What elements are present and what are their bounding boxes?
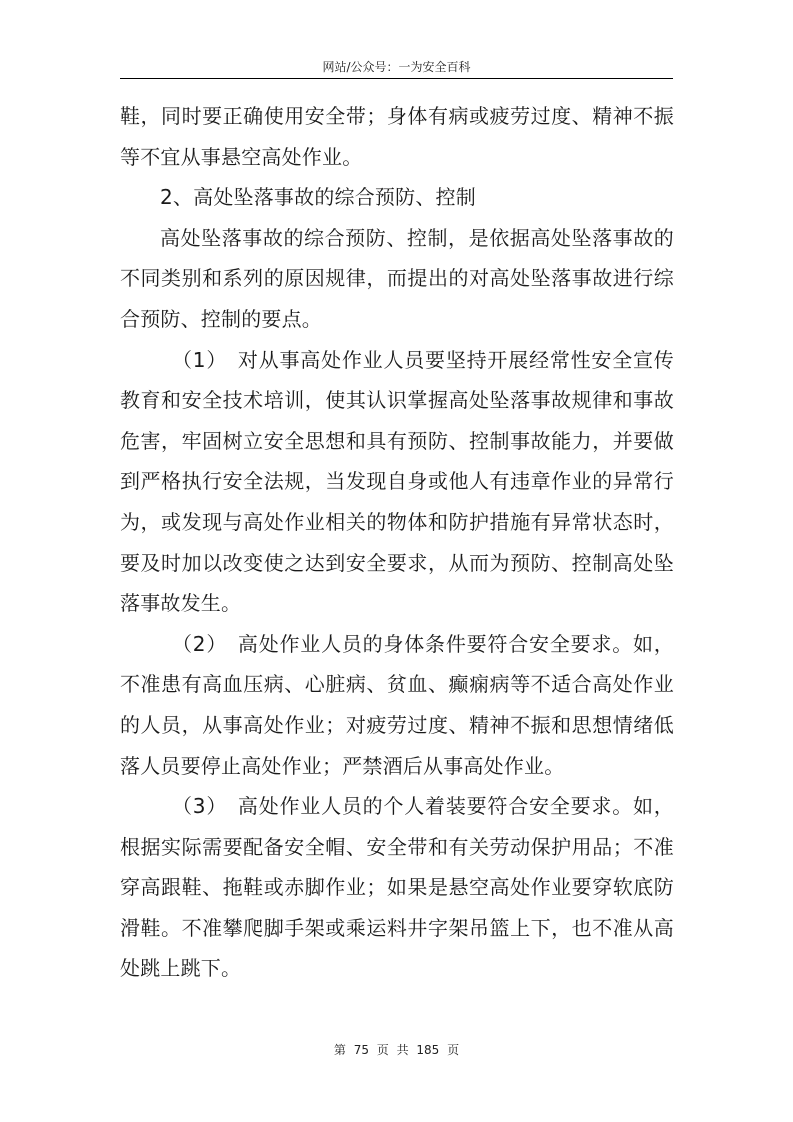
page-header: 网站/公众号：一为安全百科	[322, 60, 471, 74]
section-heading: 2、高处坠落事故的综合预防、控制	[160, 185, 476, 210]
paragraph-item-2: （2） 高处作业人员的身体条件要符合安全要求。如，不准患有高血压病、心脏病、贫血、癫痫病等不适合高处作业的人员，从事高处作业；对疲劳过度、精神不振和思想情绪低落人员要停止高处作业；严禁酒后从事高处作业。	[120, 631, 674, 778]
paragraph-item-3: （3） 高处作业人员的个人着装要符合安全要求。如，根据实际需要配备安全帽、安全带和有关劳动保护用品；不准穿高跟鞋、拖鞋或赤脚作业；如果是悬空高处作业要穿软底防滑鞋。不准攀爬脚手架或乘运料井字架吊篮上下，也不准从高处跳上跳下。	[120, 794, 674, 981]
document-body	[120, 96, 674, 989]
header-divider	[120, 78, 673, 79]
paragraph-intro: 高处坠落事故的综合预防、控制，是依据高处坠落事故的不同类别和系列的原因规律，而提出的对高处坠落事故进行综合预防、控制的要点。	[120, 225, 674, 331]
paragraph-item-1: （1） 对从事高处作业人员要坚持开展经常性安全宣传教育和安全技术培训，使其认识掌握高处坠落事故规律和事故危害，牢固树立安全思想和具有预防、控制事故能力，并要做到严格执行安全法规，当发现自身或他人有违章作业的异常行为，或发现与高处作业相关的物体和防护措施有异常状态时，要及时加以改变使之达到安全要求，从而为预防、控制高处坠落事故发生。	[120, 347, 674, 616]
page-number-footer: 第 75 页 共 185 页	[333, 1043, 460, 1057]
paragraph-continuation: 鞋，同时要正确使用安全带；身体有病或疲劳过度、精神不振等不宜从事悬空高处作业。	[120, 104, 674, 169]
